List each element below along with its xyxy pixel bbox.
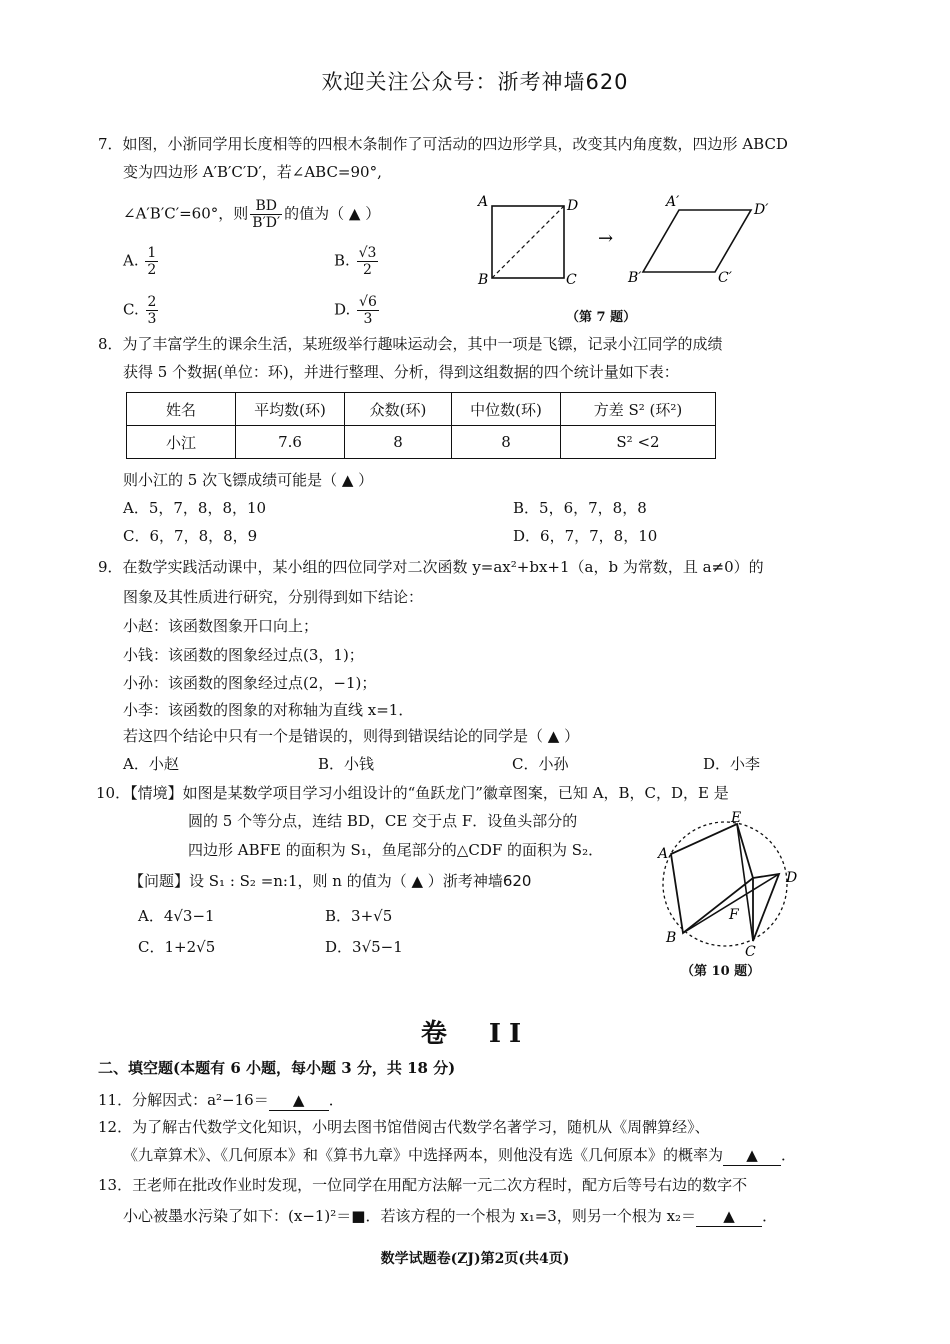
- cell-variance: S² <2: [561, 426, 716, 459]
- q9-line2: 图象及其性质进行研究，分别得到如下结论：: [123, 588, 424, 606]
- cell-name: 小江: [127, 426, 236, 459]
- header-median: 中位数(环): [452, 393, 561, 426]
- quadrilateral-abfe: [671, 824, 753, 933]
- q10-figure: [645, 806, 815, 956]
- q8-line2: 获得 5 个数据(单位：环)，并进行整理、分析，得到这组数据的四个统计量如下表：: [123, 363, 679, 381]
- q12-line2: 《九章算术》、《几何原本》和《算书九章》中选择两本，则他没有选《几何原本》的概率为 ▲ ．: [123, 1146, 797, 1164]
- label-a: A: [658, 846, 669, 862]
- label-b-prime: B′: [628, 270, 642, 286]
- label-f: F: [729, 907, 739, 923]
- cell-median: 8: [452, 426, 561, 459]
- q9-statement-qian: 小钱：该函数的图象经过点(3，1)；: [123, 646, 364, 664]
- table-header-row: [127, 393, 716, 426]
- q8-option-a: A．5，7，8，8，10: [123, 499, 267, 517]
- q9-statement-li: 小李：该函数的图象的对称轴为直线 x=1．: [123, 701, 414, 719]
- q7-line2: 变为四边形 A′B′C′D′，若∠ABC=90°,: [123, 163, 382, 181]
- q13-line1: 13．王老师在批改作业时发现，一位同学在用配方法解一元二次方程时，配方后等号右边的数字不: [98, 1176, 748, 1194]
- label-b: B: [666, 930, 677, 946]
- q7-frac-num: BD: [250, 198, 282, 215]
- q9-option-d: D．小李: [703, 755, 761, 773]
- label-d: D: [786, 870, 798, 886]
- line-ce: [737, 824, 753, 941]
- label-d: D: [567, 198, 579, 214]
- q8-option-c: C．6，7，8，8，9: [123, 527, 258, 545]
- q9-statement-zhao: 小赵：该函数图象开口向上；: [123, 617, 319, 635]
- q10-caption: （第 10 题）: [681, 964, 761, 979]
- q10-option-c: C．1+2√5: [138, 938, 216, 956]
- q11-answer-blank: ▲: [269, 1090, 329, 1111]
- label-c-prime: C′: [718, 270, 732, 286]
- q10-option-a: A．4√3−1: [138, 907, 215, 925]
- q10-option-d: D．3√5−1: [325, 938, 403, 956]
- q7-line1: 7．如图，小浙同学用长度相等的四根木条制作了可活动的四边形学具，改变其内角度数，四边形 ABCD: [98, 135, 788, 153]
- q8-option-d: D．6，7，7，8，10: [513, 527, 658, 545]
- cell-mode: 8: [345, 426, 452, 459]
- label-a: A: [478, 194, 489, 210]
- q11: 11．分解因式：a²−16＝ ▲ ．: [98, 1091, 344, 1109]
- q7-option-c: C. $\frac{2}{3}$: [123, 294, 157, 327]
- label-b: B: [478, 272, 489, 288]
- q10-line4: [129, 871, 531, 891]
- q12-answer-blank: ▲: [723, 1145, 781, 1166]
- table-row: [127, 426, 716, 459]
- q10-line1: 10．【情境】如图是某数学项目学习小组设计的“鱼跃龙门”徽章图案，已知 A，B，C，D，E 是: [96, 784, 729, 802]
- q7-option-b: B. $\frac{√3}{2}$: [334, 245, 377, 278]
- q7-line3-post: 的值为（ ▲ ）: [284, 204, 381, 223]
- header-mean: 平均数(环): [236, 393, 345, 426]
- q7-fraction: [250, 198, 282, 231]
- label-d-prime: D′: [754, 202, 769, 218]
- line-bd: [683, 874, 779, 933]
- part2-title: 卷 II: [420, 1019, 530, 1049]
- q8-stats-table: [126, 392, 716, 459]
- diagonal-bd: [492, 206, 564, 278]
- q9-stem: 若这四个结论中只有一个是错误的，则得到错误结论的同学是（ ▲ ）: [123, 727, 580, 745]
- q12-line1: 12．为了解古代数学文化知识，小明去图书馆借阅古代数学名著学习，随机从《周髀算经》、: [98, 1118, 710, 1136]
- q7-line3: [123, 198, 380, 231]
- q12-text: 《九章算术》、《几何原本》和《算书九章》中选择两本，则他没有选《几何原本》的概率为: [123, 1146, 724, 1164]
- label-a-prime: A′: [666, 194, 680, 210]
- triangle-cdf: [753, 874, 779, 941]
- q11-text: 11．分解因式：a²−16＝: [98, 1091, 269, 1109]
- transform-arrow: →: [598, 228, 614, 249]
- q7-frac-den: B′D′: [252, 215, 281, 231]
- q13-line2: 小心被墨水污染了如下：(x−1)²＝■．若该方程的一个根为 x₁=3，则另一个根为 x₂＝ ▲ ．: [123, 1207, 778, 1225]
- header-variance: 方差 S² (环²): [561, 393, 716, 426]
- q8-stem: 则小江的 5 次飞镖成绩可能是（ ▲ ）: [123, 471, 374, 489]
- q10-line3: 四边形 ABFE 的面积为 S₁，鱼尾部分的△CDF 的面积为 S₂．: [188, 841, 604, 859]
- page-footer: 数学试题卷(ZJ)第2页(共4页): [380, 1251, 570, 1267]
- q8-line1: 8．为了丰富学生的课余生活，某班级举行趣味运动会，其中一项是飞镖，记录小江同学的成绩: [98, 335, 723, 353]
- label-e: E: [731, 810, 742, 826]
- label-c: C: [745, 944, 756, 956]
- rhombus-abcd-prime: [643, 210, 751, 272]
- q10-line2: 圆的 5 个等分点，连结 BD，CE 交于点 F．设鱼头部分的: [188, 812, 578, 830]
- q9-line1: 9．在数学实践活动课中，某小组的四位同学对二次函数 y=ax²+bx+1（a，b 为常数，且 a≠0）的: [98, 558, 764, 576]
- q7-figure: [470, 190, 790, 300]
- label-c: C: [566, 272, 577, 288]
- q7-option-d: D. $\frac{√6}{3}$: [334, 294, 377, 327]
- q13-answer-blank: ▲: [696, 1206, 762, 1227]
- cell-mean: 7.6: [236, 426, 345, 459]
- q7-option-a: A. $\frac{1}{2}$: [123, 245, 157, 278]
- q9-option-b: B．小钱: [318, 755, 375, 773]
- watermark-header: 欢迎关注公众号：浙考神墙620: [321, 70, 629, 94]
- q13-text: 小心被墨水污染了如下：(x−1)²＝■．若该方程的一个根为 x₁=3，则另一个根为 x₂＝: [123, 1207, 697, 1225]
- q10-inline-watermark: 浙考神墙620: [442, 872, 532, 890]
- q10-option-b: B．3+√5: [325, 907, 393, 925]
- q8-option-b: B．5，6，7，8，8: [513, 499, 647, 517]
- q7-caption: （第 7 题）: [566, 310, 637, 325]
- header-name: 姓名: [127, 393, 236, 426]
- q10-question: 【问题】设 S₁ : S₂ =n:1，则 n 的值为（ ▲ ）: [129, 872, 443, 890]
- header-mode: 众数(环): [345, 393, 452, 426]
- q9-option-a: A．小赵: [123, 755, 179, 773]
- section-fill-in-title: 二、填空题(本题有 6 小题，每小题 3 分，共 18 分): [98, 1059, 456, 1077]
- q9-option-c: C．小孙: [512, 755, 569, 773]
- q7-line3-pre: ∠A′B′C′=60°，则: [123, 204, 249, 223]
- q9-statement-sun: 小孙：该函数的图象经过点(2，−1)；: [123, 674, 377, 692]
